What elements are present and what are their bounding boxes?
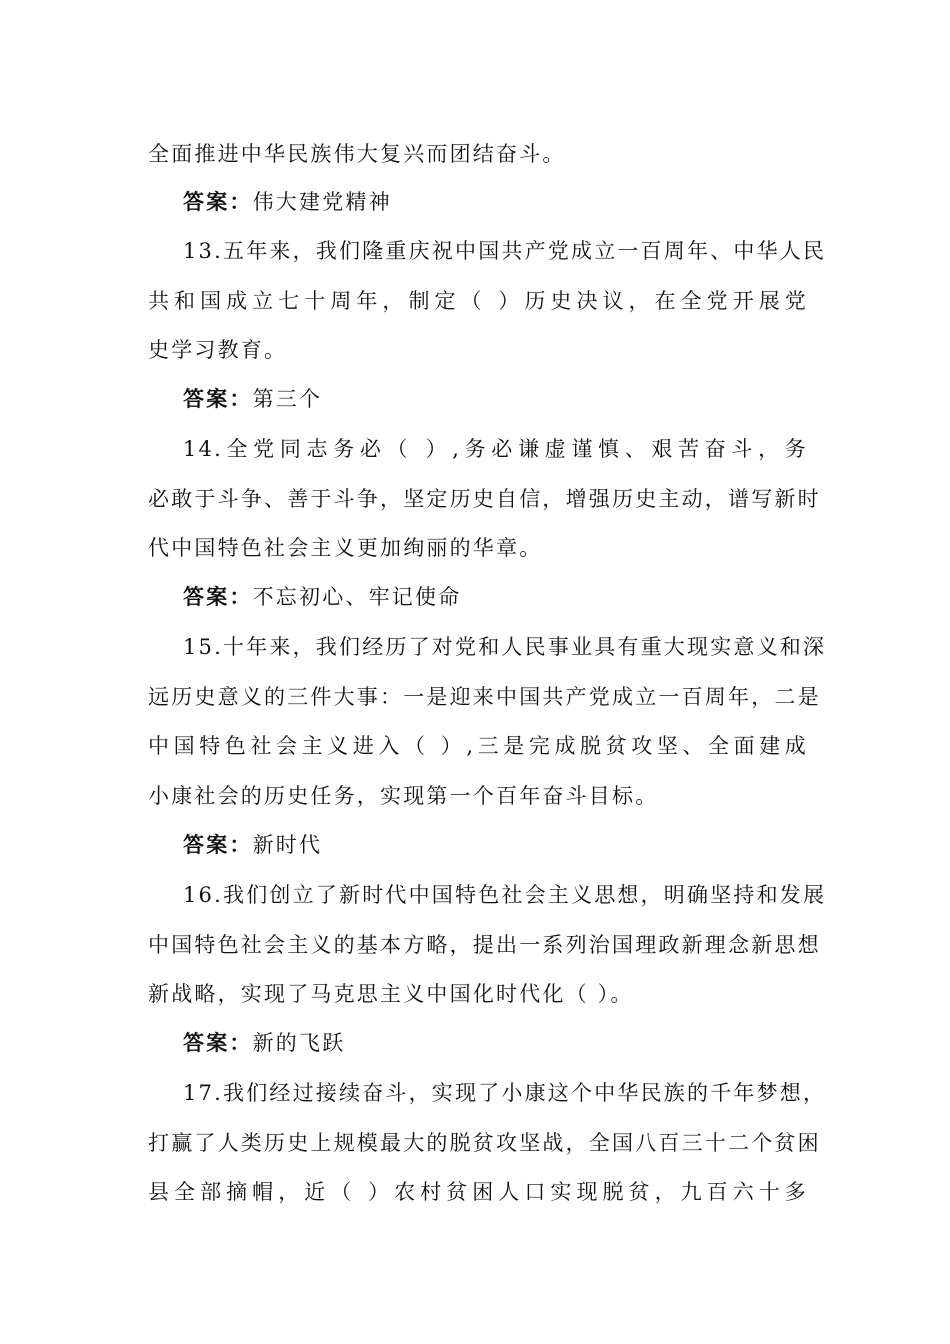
answer-text: 伟大建党精神 — [252, 190, 392, 214]
answer-label: 答案： — [183, 584, 253, 609]
answer-line-13 — [183, 379, 322, 419]
question-13-line-3: 史学习教育。 — [148, 338, 288, 362]
answer-label: 答案： — [183, 189, 253, 214]
question-17-line-3: 县全部摘帽，近（ ）农村贫困人口实现脱贫，九百六十多 — [148, 1180, 808, 1204]
question-15-line-4: 小康社会的历史任务，实现第一个百年奋斗目标。 — [148, 784, 659, 808]
answer-line-14 — [183, 577, 461, 617]
answer-line-15 — [183, 825, 322, 865]
question-16-line-1: 16.我们创立了新时代中国特色社会主义思想，明确坚持和发展 — [183, 883, 827, 907]
answer-text: 第三个 — [252, 387, 323, 411]
question-13-line-1: 13.五年来，我们隆重庆祝中国共产党成立一百周年、中华人民 — [183, 239, 827, 263]
answer-label: 答案： — [183, 386, 253, 411]
answer-line-12 — [183, 182, 392, 222]
question-13-line-2: 共和国成立七十周年，制定（ ）历史决议，在全党开展党 — [148, 289, 808, 313]
answer-label: 答案： — [183, 832, 253, 857]
answer-line-16 — [183, 1023, 345, 1063]
question-16-line-3: 新战略，实现了马克思主义中国化时代化（ ）。 — [148, 982, 634, 1006]
answer-text: 不忘初心、牢记使命 — [252, 585, 462, 609]
question-15-line-2: 远历史意义的三件大事：一是迎来中国共产党成立一百周年，二是 — [148, 685, 821, 709]
answer-text: 新的飞跃 — [252, 1031, 346, 1055]
question-15-line-1: 15.十年来，我们经历了对党和人民事业具有重大现实意义和深 — [183, 635, 827, 659]
answer-text: 新时代 — [252, 833, 323, 857]
question-17-line-2: 打赢了人类历史上规模最大的脱贫攻坚战，全国八百三十二个贫困 — [148, 1131, 821, 1155]
question-16-line-2: 中国特色社会主义的基本方略，提出一系列治国理政新理念新思想 — [148, 933, 821, 957]
question-14-line-2: 必敢于斗争、善于斗争，坚定历史自信，增强历史主动，谱写新时 — [148, 487, 821, 511]
question-15-line-3: 中国特色社会主义进入（ ）,三是完成脱贫攻坚、全面建成 — [148, 734, 808, 758]
paragraph-line: 全面推进中华民族伟大复兴而团结奋斗。 — [148, 142, 566, 166]
answer-label: 答案： — [183, 1030, 253, 1055]
question-17-line-1: 17.我们经过接续奋斗，实现了小康这个中华民族的千年梦想， — [183, 1081, 827, 1105]
question-14-line-1: 14.全党同志务必（ ）,务必谦虚谨慎、艰苦奋斗，务 — [183, 437, 808, 461]
question-14-line-3: 代中国特色社会主义更加绚丽的华章。 — [148, 536, 543, 560]
